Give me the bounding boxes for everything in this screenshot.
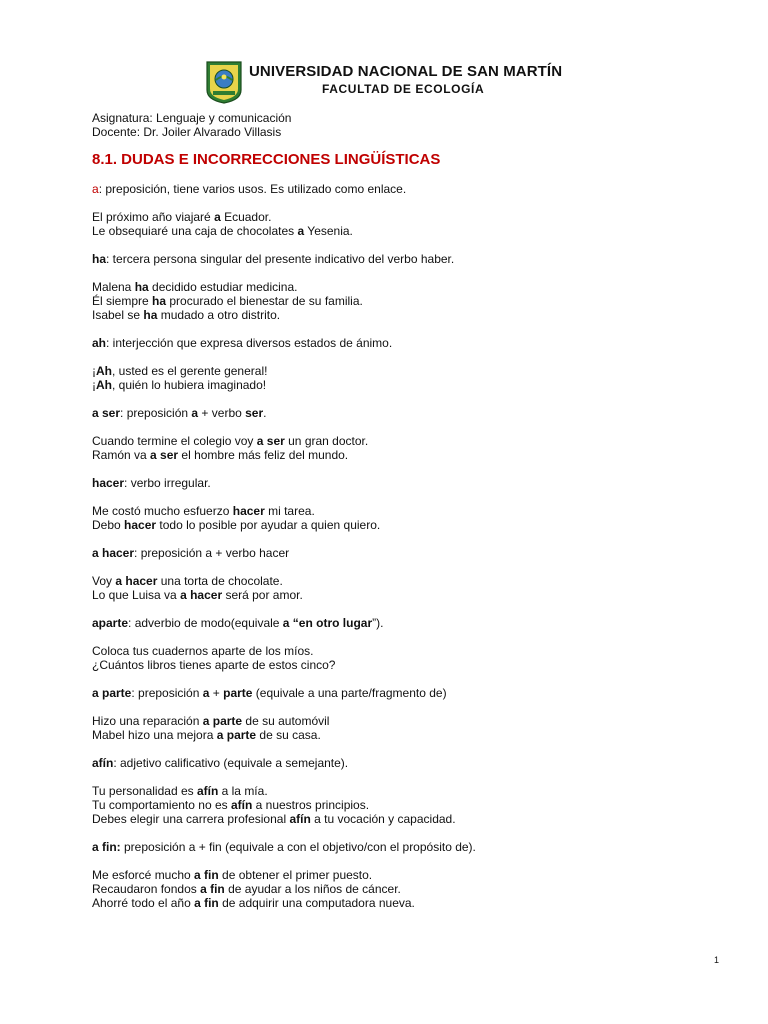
plain-text: El próximo año viajaré [92,210,215,224]
plain-text: a nuestros principios. [252,798,370,812]
plain-text: Isabel se [92,308,144,322]
definition-line [92,182,732,196]
term-text: a fin [200,882,225,896]
term-text: afín [196,784,219,798]
plain-text: ”). [372,616,384,630]
plain-text: Cuando termine el colegio voy [92,434,257,448]
plain-text: , quién lo hubiera imaginado! [112,378,267,392]
definition-line [92,756,732,770]
example-line [92,784,732,798]
example-line [92,448,732,462]
plain-text: Coloca tus cuadernos aparte de los míos. [92,644,314,658]
plain-text: a la mía. [218,784,268,798]
example-line [92,644,732,658]
plain-text: de obtener el primer puesto. [218,868,373,882]
entry-definition [92,686,732,700]
example-line [92,308,732,322]
plain-text: de ayudar a los niños de cáncer. [224,882,401,896]
term-text: hacer [232,504,265,518]
plain-text: Recaudaron fondos [92,882,201,896]
entry-definition [92,406,732,420]
plain-text: Lo que Luisa va [92,588,181,602]
course-info [92,111,291,139]
term-text: a [191,406,199,420]
document-header [205,60,625,106]
plain-text: ¡ [92,364,96,378]
definition-line [92,546,732,560]
plain-text: : preposición [120,406,192,420]
term-text: ha [143,308,158,322]
entry-definition [92,182,732,196]
entry-definition [92,252,732,266]
plain-text: . [263,406,267,420]
term-text: a parte [92,686,132,700]
plain-text: Ahorré todo el año [92,896,195,910]
plain-text: Él siempre [92,294,153,308]
plain-text: de adquirir una computadora nueva. [218,896,415,910]
plain-text: un gran doctor. [284,434,369,448]
plain-text: : interjección que expresa diversos estados de ánimo. [106,336,393,350]
term-text: a [202,686,210,700]
term-text: a hacer [92,546,135,560]
definition-line [92,616,732,630]
plain-text: preposición a + fin (equivale a con el objetivo/con el propósito de). [120,840,476,854]
example-line [92,868,732,882]
entry-examples [92,504,732,532]
example-line [92,378,732,392]
plain-text: Hizo una reparación [92,714,203,728]
term-text: a ser [92,406,121,420]
faculty-name: FACULTAD DE ECOLOGÍA [322,82,485,96]
plain-text: Debo [92,518,125,532]
plain-text: a tu vocación y capacidad. [310,812,456,826]
entry-examples [92,868,732,910]
plain-text: mi tarea. [264,504,315,518]
plain-text: : preposición [131,686,203,700]
university-name: UNIVERSIDAD NACIONAL DE SAN MARTÍN [249,63,563,80]
definition-line [92,476,732,490]
entry-definition [92,546,732,560]
entry-examples [92,434,732,462]
example-line [92,588,732,602]
plain-text: será por amor. [222,588,303,602]
entry-examples [92,574,732,602]
term-text: afín [289,812,311,826]
term-text: aparte [92,616,129,630]
term-text: a ser [150,448,179,462]
plain-text: todo lo posible por ayudar a quien quiero. [156,518,381,532]
entry-examples [92,210,732,238]
entry-examples [92,364,732,392]
entry-definition [92,336,732,350]
example-line [92,210,732,224]
plain-text: + [209,686,224,700]
example-line [92,714,732,728]
teacher-line: Docente: Dr. Joiler Alvarado Villasis [92,125,282,139]
entry-definition [92,840,732,854]
plain-text: decidido estudiar medicina. [148,280,298,294]
term-text: hacer [124,518,157,532]
term-text: a hacer [180,588,223,602]
term-text: a [297,224,305,238]
plain-text: Voy [92,574,116,588]
plain-text: Debes elegir una carrera profesional [92,812,290,826]
term-text: a fin [194,896,219,910]
plain-text: de su automóvil [242,714,330,728]
plain-text: Me costó mucho esfuerzo [92,504,233,518]
plain-text: ¡ [92,378,96,392]
term-text: a parte [216,728,257,742]
plain-text: una torta de chocolate. [157,574,283,588]
plain-text: , usted es el gerente general! [112,364,268,378]
plain-text: : preposición a + verbo hacer [134,546,290,560]
term-text: Ah [96,364,112,378]
term-text: afín [92,756,114,770]
definition-line [92,252,732,266]
example-line [92,224,732,238]
entry-definition [92,616,732,630]
entry-examples [92,784,732,826]
plain-text: ¿Cuántos libros tienes aparte de estos cinco? [92,658,336,672]
term-text: a ser [256,434,285,448]
term-text: parte [223,686,253,700]
term-text: a “en otro lugar [282,616,373,630]
plain-text: Mabel hizo una mejora [92,728,217,742]
example-line [92,280,732,294]
plain-text: de su casa. [256,728,321,742]
term-text: a parte [202,714,243,728]
term-text: ha [134,280,149,294]
example-line [92,504,732,518]
example-line [92,798,732,812]
page-number: 1 [714,955,720,965]
term-text: a [92,182,99,196]
term-text: afín [230,798,253,812]
term-text: a fin [194,868,219,882]
example-line [92,896,732,910]
term-text: a [214,210,221,224]
example-line [92,812,732,826]
plain-text: (equivale a una parte/fragmento de) [252,686,447,700]
entry-examples [92,644,732,672]
term-text: hacer [92,476,125,490]
entry-definition [92,476,732,490]
term-text: ha [152,294,167,308]
example-line [92,574,732,588]
plain-text: mudado a otro distrito. [157,308,281,322]
plain-text: Yesenia. [304,224,353,238]
example-line [92,434,732,448]
definition-line [92,686,732,700]
term-text: Ah [96,378,112,392]
plain-text: : adverbio de modo(equivale [128,616,283,630]
plain-text: : verbo irregular. [124,476,211,490]
entries-list [92,182,732,924]
example-line [92,294,732,308]
plain-text: Tu comportamiento no es [92,798,231,812]
term-text: a hacer [115,574,158,588]
plain-text: : preposición, tiene varios usos. Es utilizado como enlace. [98,182,407,196]
plain-text: + verbo [198,406,246,420]
term-text: ah [92,336,107,350]
section-title: 8.1. DUDAS E INCORRECCIONES LINGÜÍSTICAS [92,151,441,168]
term-text: a fin: [92,840,121,854]
entry-examples [92,714,732,742]
example-line [92,882,732,896]
plain-text: Malena [92,280,135,294]
plain-text: : tercera persona singular del presente indicativo del verbo haber. [106,252,455,266]
definition-line [92,840,732,854]
definition-line [92,336,732,350]
university-seal-icon [205,60,243,104]
example-line [92,728,732,742]
plain-text: Ecuador. [220,210,272,224]
plain-text: Le obsequiaré una caja de chocolates [92,224,298,238]
subject-line: Asignatura: Lenguaje y comunicación [92,111,292,125]
plain-text: Tu personalidad es [92,784,197,798]
plain-text: Me esforcé mucho [92,868,195,882]
plain-text: el hombre más feliz del mundo. [178,448,349,462]
example-line [92,364,732,378]
plain-text: procurado el bienestar de su familia. [166,294,363,308]
entry-examples [92,280,732,322]
definition-line [92,406,732,420]
plain-text: : adjetivo calificativo (equivale a semejante). [113,756,349,770]
term-text: ha [92,252,107,266]
example-line [92,658,732,672]
example-line [92,518,732,532]
entry-definition [92,756,732,770]
plain-text: Ramón va [92,448,151,462]
term-text: ser [245,406,264,420]
